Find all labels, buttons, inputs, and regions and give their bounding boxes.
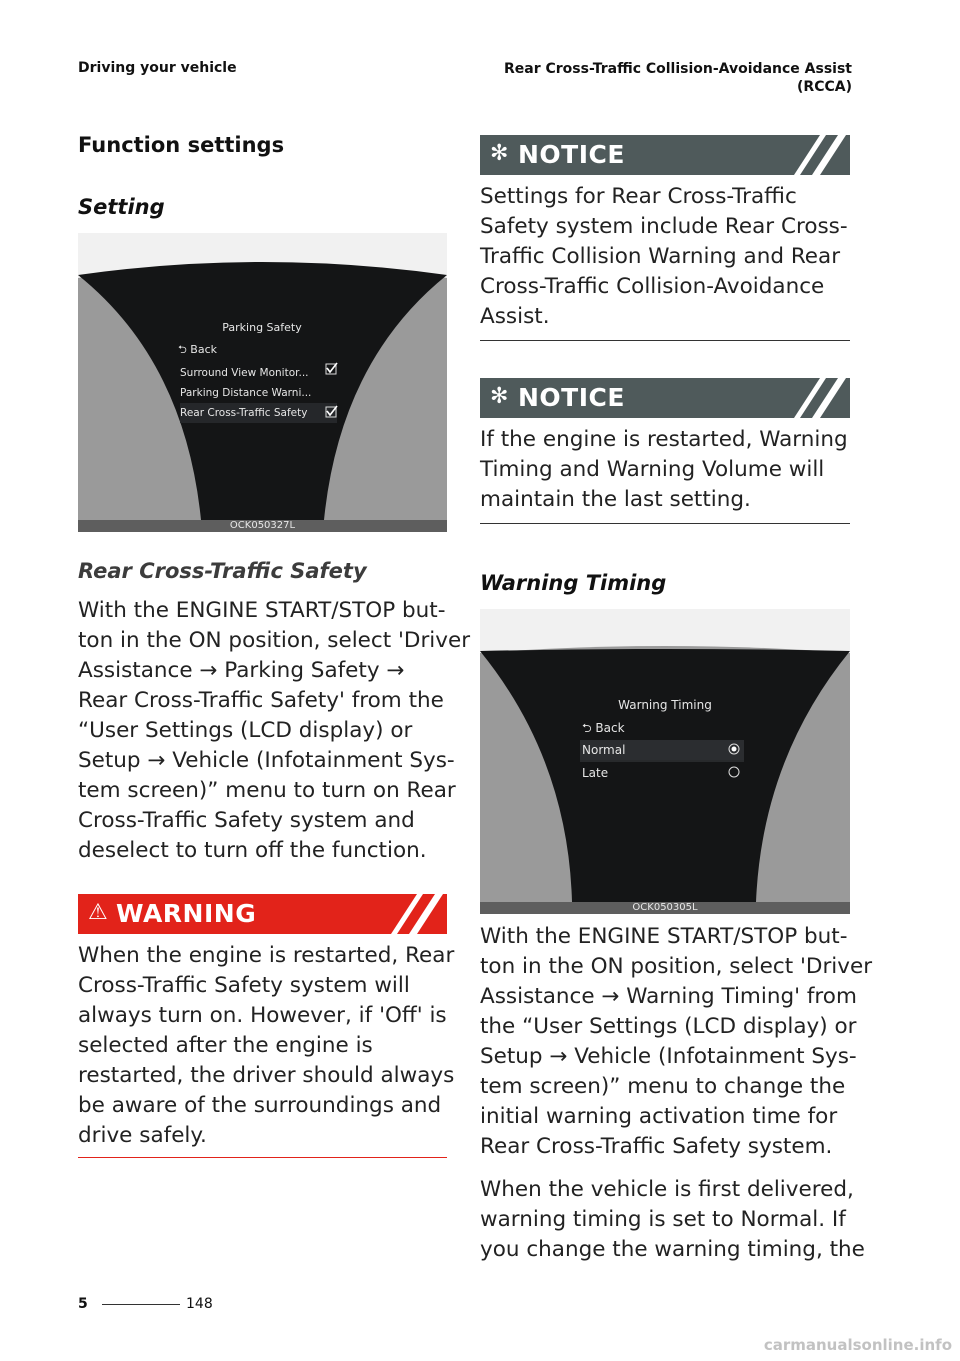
warning-triangle-icon: ⚠ bbox=[88, 900, 108, 925]
text-line: Assist. bbox=[480, 304, 550, 329]
text-line: Assistance → Warning Timing' from bbox=[480, 984, 857, 1009]
section-title: Function settings bbox=[78, 133, 285, 157]
menu-title: Warning Timing bbox=[618, 698, 712, 712]
text-line: maintain the last setting. bbox=[480, 487, 751, 512]
timing-paragraph-a bbox=[480, 922, 872, 1162]
subsection-title-rear-cross-traffic-safety: Rear Cross-Traffic Safety bbox=[78, 559, 367, 583]
menu-item-rear-cross-traffic: Rear Cross-Traffic Safety bbox=[180, 407, 308, 419]
menu-item-surround-view: Surround View Monitor... bbox=[180, 367, 309, 379]
diagonal-stripes-icon bbox=[786, 135, 850, 175]
menu-item-parking-distance: Parking Distance Warni... bbox=[180, 387, 312, 399]
notice-banner bbox=[480, 378, 850, 418]
timing-paragraph-b bbox=[480, 1175, 865, 1265]
text-line: restarted, the driver should always bbox=[78, 1063, 455, 1088]
text-line: you change the warning timing, the bbox=[480, 1237, 865, 1262]
cluster-screen-figure-warning-timing bbox=[480, 609, 850, 914]
footer-page-number: 148 bbox=[186, 1296, 213, 1312]
notice-label: NOTICE bbox=[518, 140, 625, 169]
text-line: Traffic Collision Warning and Rear bbox=[480, 244, 841, 269]
text-line: Timing and Warning Volume will bbox=[480, 457, 825, 482]
notice-asterisk-icon: ✻ bbox=[490, 141, 509, 166]
text-line: Setup → Vehicle (Infotainment Sys- bbox=[78, 748, 455, 773]
text-line: If the engine is restarted, Warning bbox=[480, 427, 848, 452]
text-line: initial warning activation time for bbox=[480, 1104, 838, 1129]
diagonal-stripes-icon bbox=[383, 894, 447, 934]
text-line: always turn on. However, if 'Off' is bbox=[78, 1003, 447, 1028]
text-line: Rear Cross-Traffic Safety' from the bbox=[78, 688, 444, 713]
diagonal-stripes-icon bbox=[786, 378, 850, 418]
menu-item-normal: Normal bbox=[582, 743, 626, 757]
text-line: Rear Cross-Traffic Safety system. bbox=[480, 1134, 833, 1159]
running-header-chapter: Driving your vehicle bbox=[78, 60, 237, 76]
text-line: Setup → Vehicle (Infotainment Sys- bbox=[480, 1044, 857, 1069]
text-line: be aware of the surroundings and bbox=[78, 1093, 442, 1118]
text-line: Cross-Traffic Collision-Avoidance bbox=[480, 274, 825, 299]
figure-code: OCK050305L bbox=[480, 902, 850, 914]
warning-paragraph bbox=[78, 941, 454, 1151]
notice2-end-rule bbox=[480, 523, 850, 524]
footer-section-number: 5 bbox=[78, 1296, 88, 1312]
notice-label: NOTICE bbox=[518, 383, 625, 412]
text-line: drive safely. bbox=[78, 1123, 207, 1148]
cluster-screen-illustration bbox=[480, 609, 850, 902]
cluster-screen-illustration bbox=[78, 233, 447, 520]
figure-code: OCK050327L bbox=[78, 520, 447, 532]
warning-banner bbox=[78, 894, 447, 934]
subsection-title-warning-timing: Warning Timing bbox=[480, 571, 667, 595]
notice2-paragraph bbox=[480, 425, 848, 515]
text-line: Safety system include Rear Cross- bbox=[480, 214, 848, 239]
footer-divider bbox=[102, 1304, 180, 1305]
cluster-screen-figure-parking-safety bbox=[78, 233, 447, 532]
text-line: With the ENGINE START/STOP but- bbox=[480, 924, 848, 949]
text-line: With the ENGINE START/STOP but- bbox=[78, 598, 446, 623]
warning-end-rule bbox=[78, 1157, 447, 1158]
text-line: Cross-Traffic Safety system and bbox=[78, 808, 415, 833]
text-line: warning timing is set to Normal. If bbox=[480, 1207, 846, 1232]
text-line: tem screen)” menu to change the bbox=[480, 1074, 846, 1099]
text-line: When the engine is restarted, Rear bbox=[78, 943, 455, 968]
text-line: ton in the ON position, select 'Driver bbox=[480, 954, 873, 979]
running-header-topic-line1: Rear Cross-Traffic Collision-Avoidance Assist bbox=[504, 61, 852, 77]
text-line: When the vehicle is first delivered, bbox=[480, 1177, 854, 1202]
running-header-topic bbox=[504, 60, 852, 96]
watermark: carmanualsonline.info bbox=[763, 1336, 952, 1354]
notice-asterisk-icon: ✻ bbox=[490, 384, 509, 409]
text-line: “User Settings (LCD display) or bbox=[78, 718, 413, 743]
text-line: Assistance → Parking Safety → bbox=[78, 658, 405, 683]
text-line: Settings for Rear Cross-Traffic bbox=[480, 184, 797, 209]
menu-back: ⮌ Back bbox=[178, 343, 218, 356]
text-line: Cross-Traffic Safety system will bbox=[78, 973, 410, 998]
menu-back: ⮌ Back bbox=[582, 721, 625, 735]
notice1-paragraph bbox=[480, 182, 848, 332]
menu-title: Parking Safety bbox=[222, 321, 302, 334]
running-header-topic-line2: (RCCA) bbox=[797, 79, 852, 95]
text-line: selected after the engine is bbox=[78, 1033, 373, 1058]
subsection-title-setting: Setting bbox=[78, 195, 165, 219]
text-line: the “User Settings (LCD display) or bbox=[480, 1014, 857, 1039]
text-line: deselect to turn off the function. bbox=[78, 838, 427, 863]
warning-label: WARNING bbox=[116, 899, 257, 928]
notice1-end-rule bbox=[480, 340, 850, 341]
menu-item-late: Late bbox=[582, 766, 609, 780]
notice-banner bbox=[480, 135, 850, 175]
rcts-paragraph bbox=[78, 596, 470, 866]
text-line: ton in the ON position, select 'Driver bbox=[78, 628, 471, 653]
text-line: tem screen)” menu to turn on Rear bbox=[78, 778, 456, 803]
